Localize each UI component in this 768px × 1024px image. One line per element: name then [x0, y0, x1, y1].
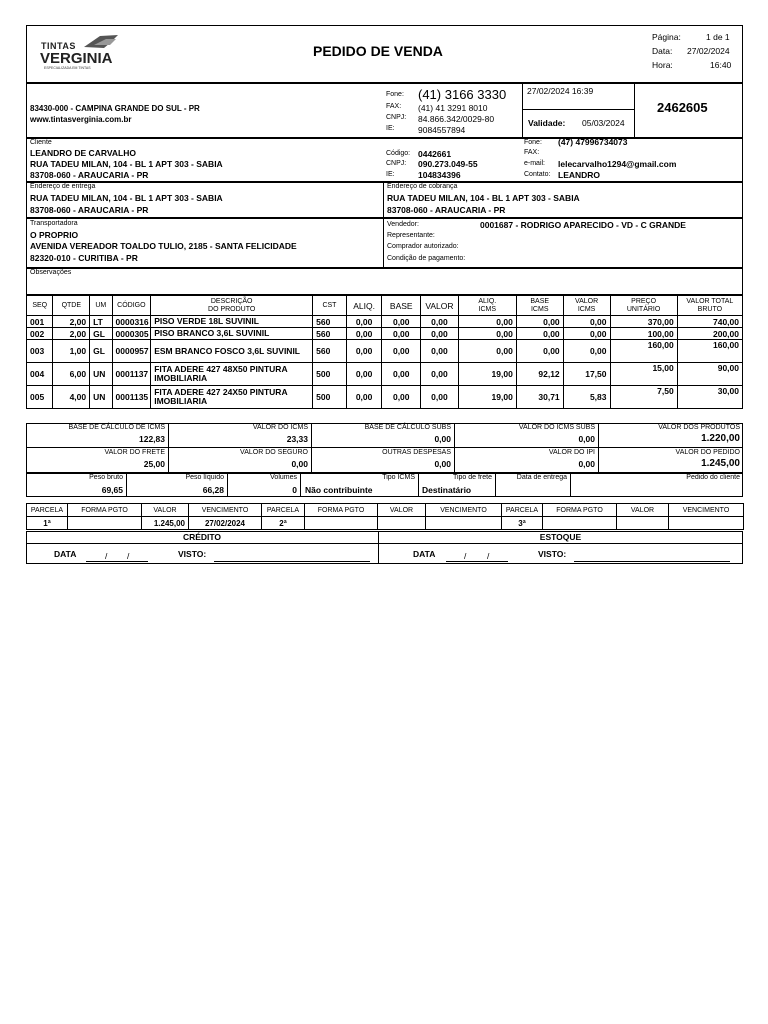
col-valor-icms: VALOR ICMS — [563, 296, 610, 316]
payment-condition-label: Condição de pagamento: — [387, 255, 466, 262]
ipi-label: VALOR DO IPI — [548, 449, 595, 456]
installments-row: 1ª 1.245,00 27/02/2024 2ª 3ª — [27, 517, 744, 530]
client-cnpj-label: CNPJ: — [386, 160, 407, 167]
valor-icms-value: 23,33 — [286, 434, 308, 444]
client-city: 83708-060 - ARAUCARIA - PR — [30, 170, 149, 180]
client-cnpj: 090.273.049-55 — [418, 159, 478, 169]
col-base-icms: BASE ICMS — [516, 296, 563, 316]
col-qtde: QTDE — [53, 296, 90, 316]
tipo-icms-label: Tipo ICMS — [382, 474, 415, 481]
logo-tagline: ESPECIALIZADA EM TINTAS — [44, 66, 91, 70]
company-fone: (41) 3166 3330 — [418, 87, 507, 102]
col-total: VALOR TOTAL BRUTO — [677, 296, 742, 316]
billing-city: 83708-060 - ARAUCARIA - PR — [387, 205, 506, 215]
logo-text-tintas: TINTAS — [41, 41, 76, 51]
page-value: 1 de 1 — [706, 32, 730, 42]
time-label: Hora: — [652, 60, 673, 70]
produtos-value: 1.220,00 — [701, 433, 740, 444]
carrier-name: O PROPRIO — [30, 230, 79, 240]
delivery-street: RUA TADEU MILAN, 104 - BL 1 APT 303 - SABIA — [30, 193, 223, 203]
frete-label: VALOR DO FRETE — [104, 449, 165, 456]
credito-date-slash-1: / — [105, 551, 108, 561]
seller-value: 0001687 - RODRIGO APARECIDO - VD - C GRANDE — [480, 220, 686, 230]
tipo-frete-label: Tipo de frete — [452, 474, 492, 481]
estoque-date-line[interactable] — [446, 561, 508, 562]
estoque-data-label: DATA — [413, 549, 436, 559]
pedido-cliente-label: Pedido do cliente — [686, 474, 740, 481]
installments-table — [26, 503, 744, 530]
estoque-date-slash-1: / — [464, 551, 467, 561]
frete-value: 25,00 — [143, 459, 165, 469]
delivery-city: 83708-060 - ARAUCARIA - PR — [30, 205, 149, 215]
client-code-label: Código: — [386, 150, 411, 157]
billing-street: RUA TADEU MILAN, 104 - BL 1 APT 303 - SABIA — [387, 193, 580, 203]
base-icms-value: 122,83 — [139, 434, 165, 444]
validity-value: 05/03/2024 — [582, 118, 625, 128]
table-row: 005 4,00 UN 0001135 FITA ADERE 427 24X50 PINTURA IMOBILIARIA 500 0,00 0,00 0,00 19,00 30,71 5,83 7,50 30,00 — [27, 386, 743, 409]
carrier-street: AVENIDA VEREADOR TOALDO TULIO, 2185 - SANTA FELICIDADE — [30, 241, 297, 251]
credito-data-label: DATA — [54, 549, 77, 559]
col-descricao: DESCRIÇÃO DO PRODUTO — [151, 296, 313, 316]
carrier-city: 82320-010 - CURITIBA - PR — [30, 253, 138, 263]
client-code: 0442661 — [418, 149, 452, 159]
peso-liquido-value: 66,28 — [202, 485, 224, 495]
table-row: 004 6,00 UN 0001137 FITA ADERE 427 48X50 PINTURA IMOBILIARIA 500 0,00 0,00 0,00 19,00 92,12 17,50 15,00 90,00 — [27, 363, 743, 386]
pedido-value: 1.245,00 — [701, 458, 740, 469]
credito-title: CRÉDITO — [182, 532, 222, 542]
col-base: BASE — [382, 296, 421, 316]
col-aliq-icms: ALIQ. ICMS — [458, 296, 516, 316]
credito-visto-line[interactable] — [214, 561, 370, 562]
billing-label: Endereço de cobrança — [387, 183, 458, 190]
representative-label: Representante: — [387, 232, 435, 239]
base-subs-label: BASE DE CÁLCULO SUBS — [364, 424, 451, 431]
col-preco: PREÇO UNITÁRIO — [610, 296, 677, 316]
base-icms-label: BASE DE CÁLCULO DE ICMS — [68, 424, 165, 431]
pedido-label: VALOR DO PEDIDO — [675, 449, 740, 456]
seguro-value: 0,00 — [291, 459, 308, 469]
client-contact: LEANDRO — [558, 170, 601, 180]
table-row: 001 2,00 LT 0000316 PISO VERDE 18L SUVINIL 560 0,00 0,00 0,00 0,00 0,00 0,00 370,00 740,00 — [27, 316, 743, 328]
client-contact-label: Contato: — [524, 171, 551, 178]
icms-subs-value: 0,00 — [578, 434, 595, 444]
company-website: www.tintasverginia.com.br — [30, 115, 132, 124]
col-cst: CST — [313, 296, 347, 316]
client-email-label: e-mail: — [524, 160, 546, 167]
page-title: PEDIDO DE VENDA — [313, 43, 443, 59]
date-value: 27/02/2024 — [687, 46, 730, 56]
peso-liquido-label: Peso líquido — [185, 474, 224, 481]
table-row: 002 2,00 GL 0000305 PISO BRANCO 3,6L SUVINIL 560 0,00 0,00 0,00 0,00 0,00 0,00 100,00 200,00 — [27, 328, 743, 340]
estoque-visto-label: VISTO: — [538, 549, 567, 559]
estoque-title: ESTOQUE — [539, 532, 582, 542]
volumes-label: Volumes — [270, 474, 297, 481]
company-ie-label: IE: — [386, 125, 395, 132]
company-fone-label: Fone: — [386, 91, 404, 98]
company-fax-label: FAX: — [386, 103, 402, 110]
col-valor: VALOR — [421, 296, 459, 316]
despesas-value: 0,00 — [434, 459, 451, 469]
col-um: UM — [90, 296, 112, 316]
installments-header-row: PARCELA FORMA PGTO VALOR VENCIMENTO PARCELA FORMA PGTO VALOR VENCIMENTO PARCELA FORMA PGTO VALOR VENCIMENTO — [27, 504, 744, 517]
company-address: 83430-000 - CAMPINA GRANDE DO SUL - PR — [30, 104, 200, 113]
client-fone: (47) 47996734073 — [558, 137, 628, 147]
produtos-label: VALOR DOS PRODUTOS — [658, 424, 740, 431]
despesas-label: OUTRAS DESPESAS — [382, 449, 451, 456]
ipi-value: 0,00 — [578, 459, 595, 469]
credito-visto-label: VISTO: — [178, 549, 207, 559]
authorized-buyer-label: Comprador autorizado: — [387, 243, 459, 250]
client-email[interactable]: lelecarvalho1294@gmail.com — [558, 159, 677, 169]
estoque-visto-line[interactable] — [574, 561, 730, 562]
time-value: 16:40 — [710, 60, 732, 70]
client-street: RUA TADEU MILAN, 104 - BL 1 APT 303 - SABIA — [30, 159, 223, 169]
credito-date-slash-2: / — [127, 551, 130, 561]
col-codigo: CÓDIGO — [112, 296, 151, 316]
client-ie-label: IE: — [386, 171, 395, 178]
seller-label: Vendedor: — [387, 221, 419, 228]
company-cnpj: 84.866.342/0029-80 — [418, 114, 495, 124]
client-section-label: Cliente — [30, 139, 52, 146]
page-label: Página: — [652, 32, 681, 42]
company-logo — [40, 33, 125, 73]
seguro-label: VALOR DO SEGURO — [240, 449, 308, 456]
company-fax: (41) 41 3291 8010 — [418, 103, 488, 113]
client-name: LEANDRO DE CARVALHO — [30, 148, 136, 158]
date-label: Data: — [652, 46, 673, 56]
delivery-label: Endereço de entrega — [30, 183, 96, 190]
peso-bruto-label: Peso bruto — [89, 474, 123, 481]
order-datetime: 27/02/2024 16:39 — [527, 86, 594, 96]
carrier-label: Transportadora — [30, 220, 78, 227]
peso-bruto-value: 69,65 — [101, 485, 123, 495]
valor-icms-label: VALOR DO ICMS — [252, 424, 308, 431]
validity-label: Validade: — [528, 118, 566, 128]
icms-subs-label: VALOR DO ICMS SUBS — [518, 424, 595, 431]
volumes-value: 0 — [292, 485, 297, 495]
notes-box — [26, 268, 743, 295]
client-fone-label: Fone: — [524, 139, 542, 146]
credito-date-line[interactable] — [86, 561, 148, 562]
items-header-row — [27, 296, 743, 316]
tipo-icms-value: Não contribuinte — [305, 485, 373, 495]
data-entrega-label: Data de entrega — [516, 474, 567, 481]
company-ie: 9084557894 — [418, 125, 466, 135]
base-subs-value: 0,00 — [434, 434, 451, 444]
col-aliq: ALIQ. — [346, 296, 382, 316]
client-fax-label: FAX: — [524, 149, 540, 156]
notes-label: Observações — [30, 269, 72, 276]
items-table — [26, 295, 743, 409]
tipo-frete-value: Destinatário — [422, 485, 472, 495]
table-row: 003 1,00 GL 0000957 ESM BRANCO FOSCO 3,6L SUVINIL 560 0,00 0,00 0,00 0,00 0,00 0,00 160,00 160,00 — [27, 340, 743, 363]
client-ie: 104834396 — [418, 170, 461, 180]
order-number: 2462605 — [657, 100, 708, 115]
estoque-date-slash-2: / — [487, 551, 490, 561]
logo-text-verginia: VERGINIA — [40, 50, 113, 67]
col-seq: SEQ — [27, 296, 53, 316]
company-cnpj-label: CNPJ: — [386, 114, 407, 121]
